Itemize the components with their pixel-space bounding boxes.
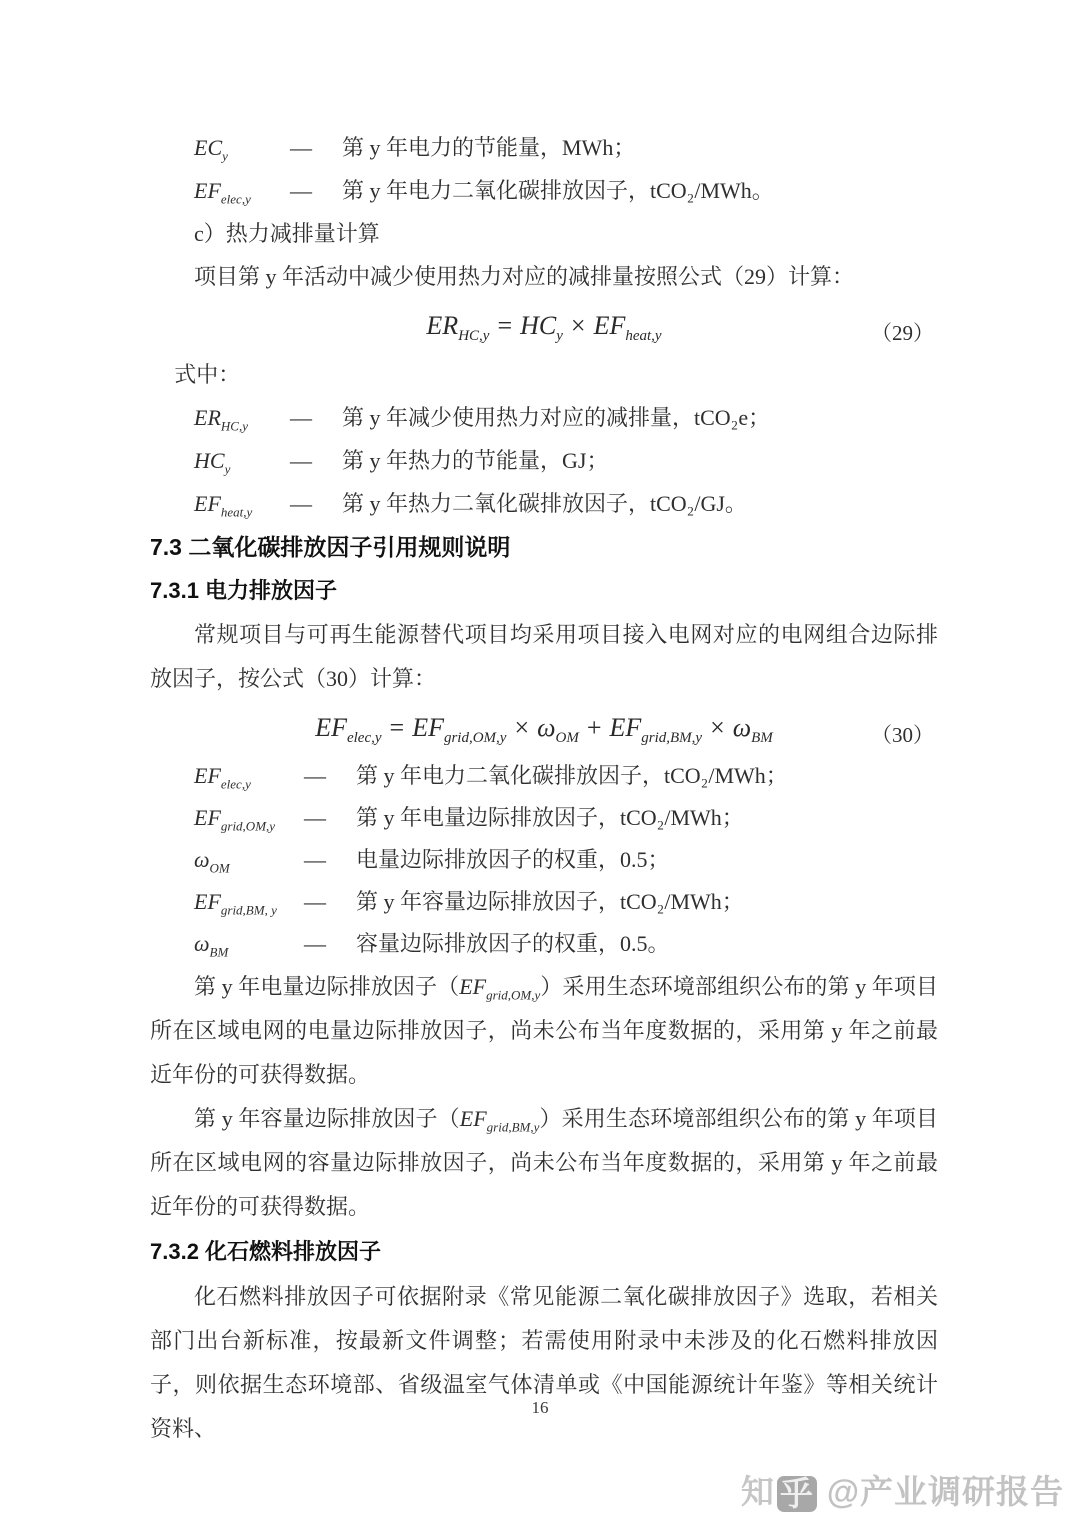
definition-row-hcy bbox=[150, 439, 938, 482]
symbol-description: 容量边际排放因子的权重，0.5。 bbox=[356, 931, 670, 956]
symbol-description: 第 y 年电力二氧化碳排放因子，tCO₂/MWh。 bbox=[342, 178, 774, 203]
symbol-subscript: elec,y bbox=[220, 776, 251, 792]
paragraph-text: 第 y 年容量边际排放因子（ bbox=[194, 1106, 460, 1131]
page-number: 16 bbox=[531, 1398, 549, 1417]
definition-row-ecy bbox=[150, 126, 938, 169]
symbol-description: 电量边际排放因子的权重，0.5； bbox=[356, 847, 670, 872]
symbol-base: EC bbox=[194, 135, 223, 160]
symbol-term bbox=[194, 839, 304, 881]
math-operator: × bbox=[570, 311, 586, 340]
em-dash: — bbox=[290, 405, 312, 430]
definition-list-grid-factors bbox=[150, 755, 938, 965]
em-dash: — bbox=[304, 847, 326, 872]
em-dash: — bbox=[290, 448, 312, 473]
symbol-term bbox=[194, 396, 290, 439]
zhihu-logo-zhi: 知 bbox=[740, 1473, 775, 1510]
symbol-term bbox=[194, 169, 290, 212]
math-sub: elec,y bbox=[346, 730, 382, 747]
symbol-description: 第 y 年减少使用热力对应的减排量，tCO₂e； bbox=[342, 405, 771, 430]
symbol-term bbox=[194, 797, 304, 839]
definition-list-electricity bbox=[150, 126, 938, 212]
definition-list-heat bbox=[150, 396, 938, 525]
definition-row-erhcy bbox=[150, 396, 938, 439]
symbol-description: 第 y 年容量边际排放因子，tCO₂/MWh； bbox=[356, 889, 744, 914]
math-var: HC bbox=[520, 311, 557, 340]
symbol-subscript: y bbox=[222, 148, 228, 164]
section-heading-7-3: 7.3 二氧化碳排放因子引用规则说明 bbox=[150, 534, 511, 560]
formula-29-number: （29） bbox=[871, 321, 934, 345]
definition-row-efelecy2 bbox=[150, 755, 938, 797]
symbol-term bbox=[194, 482, 290, 525]
watermark-handle: @产业调研报告 bbox=[826, 1473, 1064, 1510]
math-sub: y bbox=[556, 328, 563, 345]
symbol-term bbox=[194, 126, 290, 169]
math-sub: grid,BM,y bbox=[641, 730, 703, 747]
zhihu-logo-bubble-icon: 乎 bbox=[777, 1476, 817, 1512]
symbol-base: HC bbox=[194, 448, 225, 473]
where-label: 式中： bbox=[174, 362, 241, 387]
symbol-base: EF bbox=[194, 178, 221, 203]
section-heading-7-3-1: 7.3.1 电力排放因子 bbox=[150, 578, 338, 603]
em-dash: — bbox=[304, 763, 326, 788]
symbol-subscript: elec,y bbox=[220, 191, 251, 207]
math-var: EF bbox=[593, 311, 626, 340]
paragraph-formula-30-intro: 常规项目与可再生能源替代项目均采用项目接入电网对应的电网组合边际排放因子，按公式（30）计算： bbox=[150, 622, 938, 691]
symbol-term bbox=[194, 439, 290, 482]
formula-30-number: （30） bbox=[871, 723, 934, 747]
em-dash: — bbox=[290, 491, 312, 516]
symbol-base: EF bbox=[194, 763, 221, 788]
math-sub: grid,OM,y bbox=[443, 730, 507, 747]
math-var: EF bbox=[315, 713, 347, 742]
math-sub: grid,BM,y bbox=[486, 1119, 540, 1135]
symbol-term bbox=[194, 923, 304, 965]
list-item-c-heat: c）热力减排量计算 bbox=[194, 221, 380, 246]
symbol-subscript: grid,OM,y bbox=[220, 818, 276, 834]
formula-30 bbox=[150, 703, 938, 753]
math-var: EF bbox=[412, 713, 444, 742]
definition-row-efelecy bbox=[150, 169, 938, 212]
symbol-subscript: HC,y bbox=[220, 418, 248, 434]
paragraph-text: 第 y 年电量边际排放因子（ bbox=[194, 974, 460, 999]
paragraph-om-factor bbox=[150, 965, 938, 1097]
math-operator: × bbox=[710, 713, 725, 742]
symbol-base: ω bbox=[194, 931, 210, 956]
symbol-description: 第 y 年电量边际排放因子，tCO₂/MWh； bbox=[356, 805, 744, 830]
definition-row-efgridbmy bbox=[150, 881, 938, 923]
math-var: EF bbox=[459, 974, 487, 999]
math-operator: × bbox=[514, 713, 530, 742]
em-dash: — bbox=[304, 889, 326, 914]
definition-row-efheaty bbox=[150, 482, 938, 525]
symbol-term bbox=[194, 755, 304, 797]
paragraph-bm-factor bbox=[150, 1097, 938, 1229]
math-sub: OM bbox=[555, 730, 579, 747]
math-var: ω bbox=[537, 713, 556, 742]
page-content bbox=[150, 126, 938, 1451]
em-dash: — bbox=[290, 135, 312, 160]
symbol-base: ER bbox=[194, 405, 221, 430]
symbol-subscript: OM bbox=[209, 860, 230, 876]
section-heading-7-3-2: 7.3.2 化石燃料排放因子 bbox=[150, 1239, 382, 1264]
symbol-subscript: BM bbox=[209, 944, 229, 960]
em-dash: — bbox=[304, 805, 326, 830]
paragraph-formula-29-intro: 项目第 y 年活动中减少使用热力对应的减排量按照公式（29）计算： bbox=[194, 264, 855, 289]
symbol-subscript: y bbox=[224, 461, 231, 477]
paragraph-fossil-fuel: 化石燃料排放因子可依据附录《常见能源二氧化碳排放因子》选取，若相关部门出台新标准，按最新文件调整；若需使用附录中未涉及的化石燃料排放因子，则依据生态环境部、省级温室气体清单或《中国能源统计年鉴》等相关统计资料、 bbox=[150, 1284, 938, 1441]
symbol-description: 第 y 年电力的节能量，MWh； bbox=[342, 135, 636, 160]
watermark bbox=[741, 1466, 1064, 1513]
symbol-base: EF bbox=[194, 805, 221, 830]
symbol-subscript: heat,y bbox=[220, 504, 253, 520]
formula-29 bbox=[150, 301, 938, 351]
paragraph-text: ）采用生态环境部组织公布的第 y 年项目所在区域电网的电量边际排放因子，尚未公布当年度数据的，采用第 y 年之前最近年份的可获得数据。 bbox=[150, 974, 938, 1087]
math-var: ω bbox=[732, 713, 752, 742]
math-var: ER bbox=[426, 311, 459, 340]
math-var: EF bbox=[459, 1106, 487, 1131]
symbol-description: 第 y 年热力二氧化碳排放因子，tCO₂/GJ。 bbox=[342, 491, 747, 516]
em-dash: — bbox=[304, 931, 326, 956]
em-dash: — bbox=[290, 178, 312, 203]
symbol-base: ω bbox=[194, 847, 210, 872]
math-var: EF bbox=[609, 713, 642, 742]
symbol-description: 第 y 年热力的节能量，GJ； bbox=[342, 448, 609, 473]
math-operator: + bbox=[586, 713, 602, 742]
symbol-base: EF bbox=[194, 889, 221, 914]
definition-row-omega-bm bbox=[150, 923, 938, 965]
math-sub: heat,y bbox=[625, 328, 662, 345]
math-sub: grid,OM,y bbox=[486, 987, 541, 1003]
formula-30-expression bbox=[315, 713, 773, 747]
symbol-base: EF bbox=[194, 491, 221, 516]
symbol-subscript: grid,BM, y bbox=[220, 902, 277, 918]
symbol-description: 第 y 年电力二氧化碳排放因子，tCO₂/MWh； bbox=[356, 763, 788, 788]
math-operator: = bbox=[497, 311, 513, 340]
symbol-term bbox=[194, 881, 304, 923]
definition-row-omega-om bbox=[150, 839, 938, 881]
definition-row-efgridomy bbox=[150, 797, 938, 839]
math-operator: = bbox=[389, 713, 405, 742]
math-sub: BM bbox=[751, 730, 773, 747]
formula-29-expression bbox=[426, 311, 662, 345]
math-sub: HC,y bbox=[458, 328, 490, 345]
paragraph-text: ）采用生态环境部组织公布的第 y 年项目所在区域电网的容量边际排放因子，尚未公布当年度数据的，采用第 y 年之前最近年份的可获得数据。 bbox=[150, 1106, 938, 1219]
